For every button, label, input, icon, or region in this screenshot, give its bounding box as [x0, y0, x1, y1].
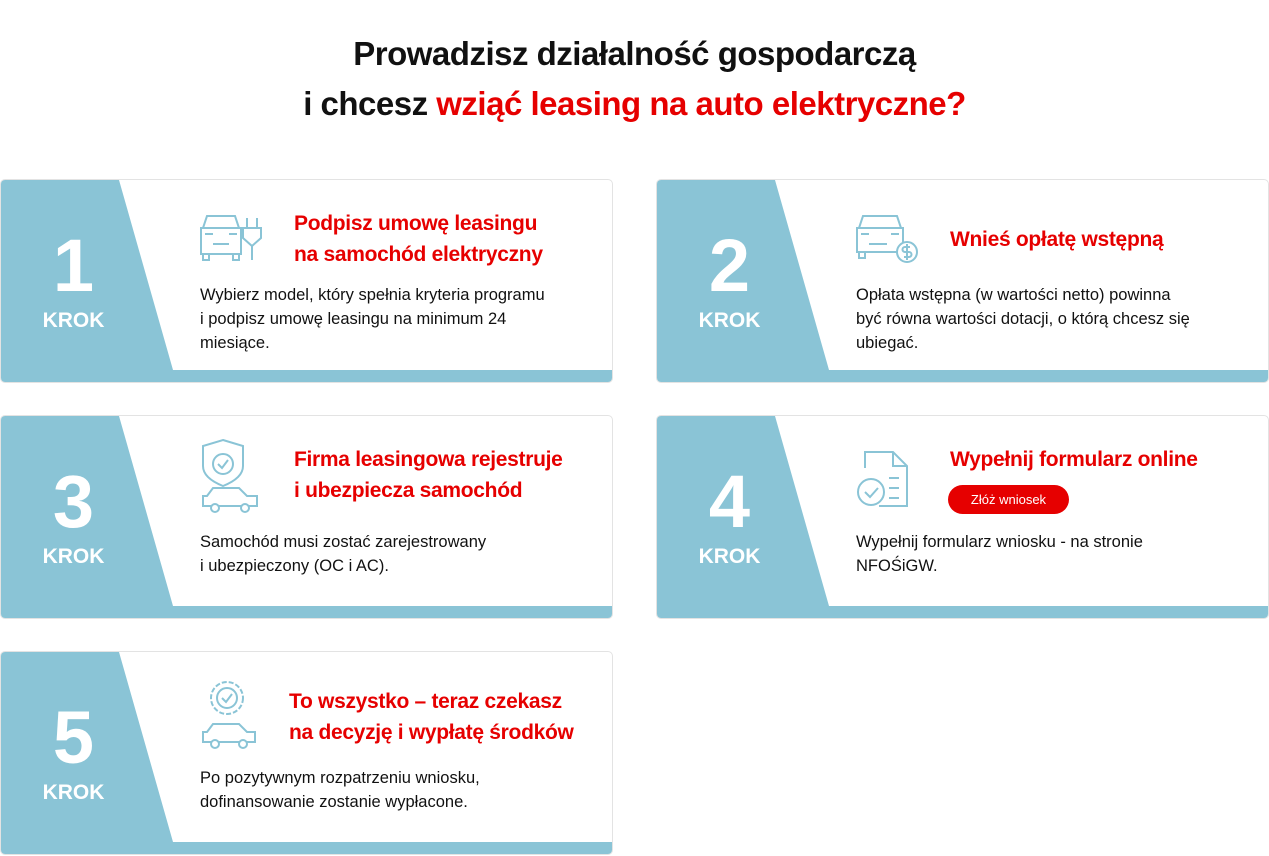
- body-line: Samochód musi zostać zarejestrowany: [200, 533, 487, 551]
- car-dollar-icon: [853, 210, 921, 266]
- step-description: [200, 283, 545, 355]
- title-line: na decyzję i wypłatę środków: [289, 721, 574, 744]
- page-title-line2: [0, 84, 1269, 124]
- body-line: być równa wartości dotacji, o którą chcesz się: [856, 310, 1190, 328]
- page-title-line1: Prowadzisz działalność gospodarczą: [353, 35, 916, 72]
- submit-application-button[interactable]: Złóż wniosek: [948, 485, 1069, 514]
- step-description: [200, 530, 486, 578]
- title-highlight: wziąć leasing na auto elektryczne?: [436, 85, 966, 122]
- body-line: Po pozytywnym rozpatrzeniu wniosku,: [200, 769, 480, 787]
- car-plug-icon: [197, 210, 265, 266]
- step-card-3: [0, 415, 613, 619]
- step-title: [294, 444, 563, 506]
- title-line: Wnieś opłatę wstępną: [950, 228, 1164, 251]
- body-line: ubiegać.: [856, 334, 919, 352]
- step-title: [289, 686, 574, 748]
- body-line: Wypełnij formularz wniosku - na stronie: [856, 533, 1143, 551]
- title-line: na samochód elektryczny: [294, 243, 543, 266]
- step-title: [294, 208, 543, 270]
- title-line: To wszystko – teraz czekasz: [289, 690, 562, 713]
- step-number: 2: [708, 224, 751, 307]
- step-title: [950, 444, 1198, 475]
- step-card-2: [656, 179, 1269, 383]
- document-check-icon: [853, 448, 921, 510]
- title-line: Podpisz umowę leasingu: [294, 212, 538, 235]
- step-description: [856, 530, 1143, 578]
- step-number: 4: [708, 460, 751, 543]
- title-line: Firma leasingowa rejestruje: [294, 448, 563, 471]
- body-line: NFOŚiGW.: [856, 557, 938, 575]
- step-krok-label: KROK: [42, 781, 105, 804]
- title-line: i ubezpiecza samochód: [294, 479, 523, 502]
- step-card-5: [0, 651, 613, 855]
- body-line: dofinansowanie zostanie wypłacone.: [200, 793, 468, 811]
- badge-car-icon: [197, 678, 265, 750]
- step-number: 1: [52, 224, 95, 307]
- title-line: Wypełnij formularz online: [950, 448, 1198, 471]
- body-line: miesiące.: [200, 334, 270, 352]
- step-number: 5: [52, 696, 95, 779]
- step-title: [950, 224, 1163, 255]
- step-card-4: [656, 415, 1269, 619]
- step-description: [200, 766, 480, 814]
- step-krok-label: KROK: [42, 545, 105, 568]
- body-line: Opłata wstępna (w wartości netto) powinna: [856, 286, 1171, 304]
- step-number: 3: [52, 460, 95, 543]
- shield-car-icon: [197, 436, 265, 514]
- step-krok-label: KROK: [698, 309, 761, 332]
- body-line: i ubezpieczony (OC i AC).: [200, 557, 389, 575]
- title-prefix: i chcesz: [303, 85, 437, 122]
- body-line: i podpisz umowę leasingu na minimum 24: [200, 310, 507, 328]
- step-description: [856, 283, 1190, 355]
- step-krok-label: KROK: [42, 309, 105, 332]
- step-card-1: [0, 179, 613, 383]
- step-krok-label: KROK: [698, 545, 761, 568]
- body-line: Wybierz model, który spełnia kryteria programu: [200, 286, 545, 304]
